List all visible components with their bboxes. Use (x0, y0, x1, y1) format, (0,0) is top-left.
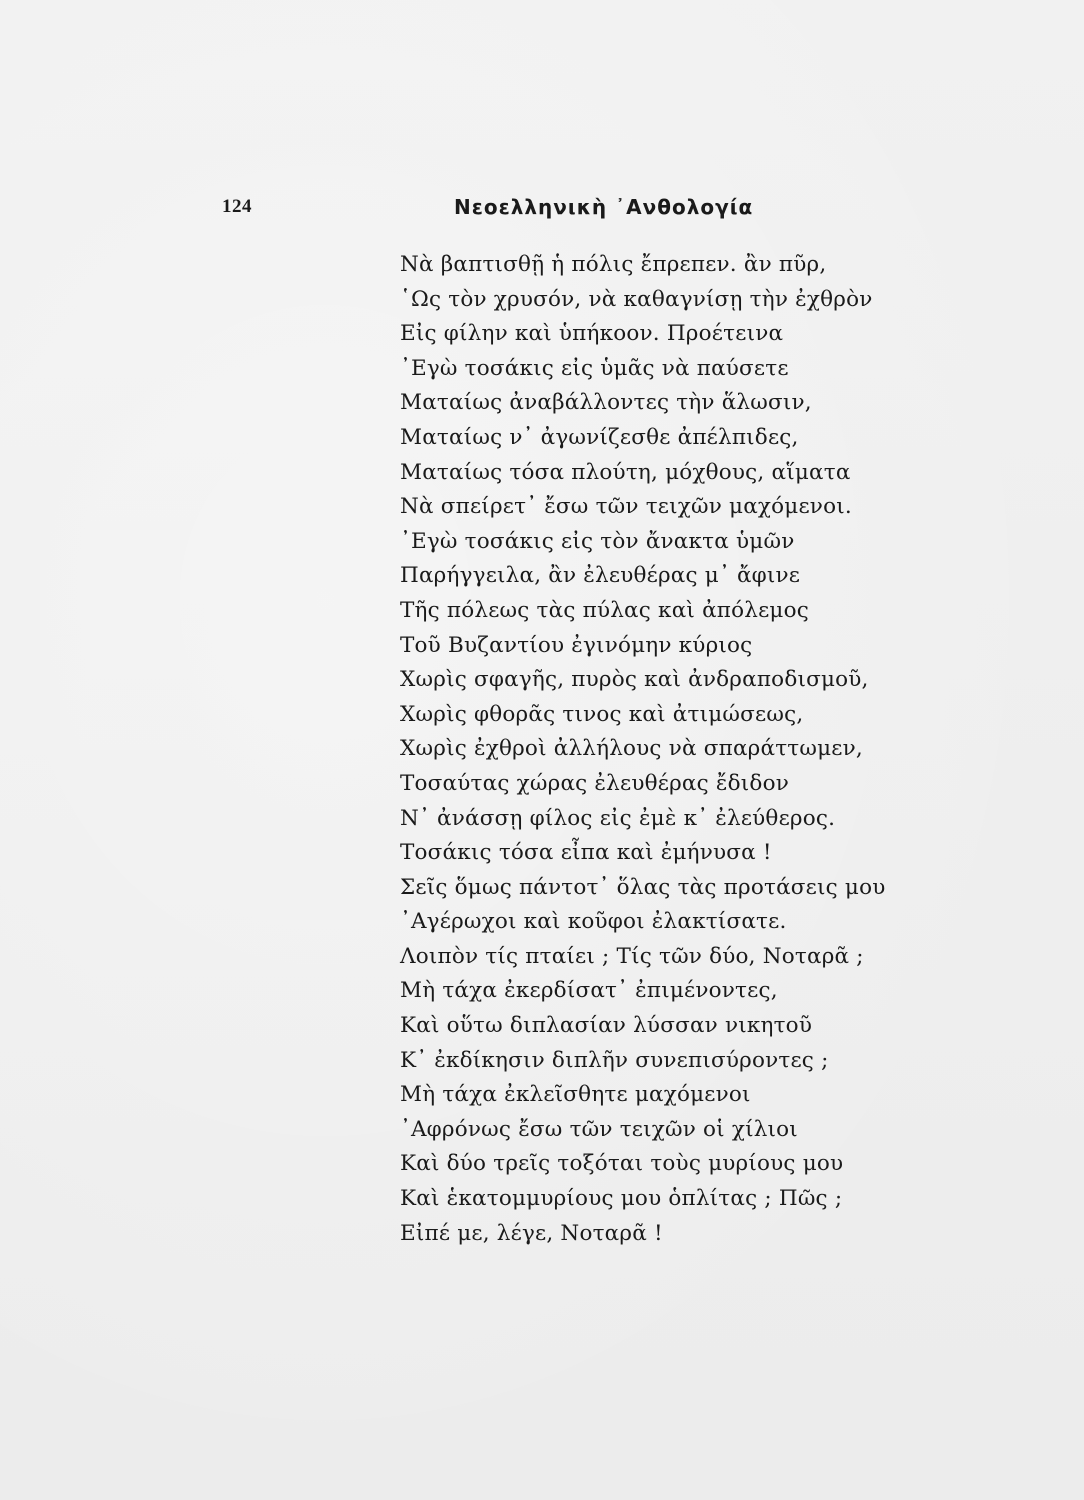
poem-line: Καὶ δύο τρεῖς τοξόται τοὺς μυρίους μου (400, 1151, 844, 1177)
poem-line: Μὴ τάχα ἐκερδίσατ᾿ ἐπιμένοντες, (400, 978, 778, 1004)
poem-line: ᾿Αγέρωχοι καὶ κοῦφοι ἐλακτίσατε. (400, 909, 787, 935)
poem-line: Νὰ σπείρετ᾿ ἔσω τῶν τειχῶν μαχόμενοι. (400, 494, 852, 520)
poem-line: Τοσάκις τόσα εἶπα καὶ ἐμήνυσα ! (400, 840, 772, 866)
poem-line: Καὶ ἑκατομμυρίους μου ὁπλίτας ; Πῶς ; (400, 1186, 843, 1212)
poem-line: ῾Ως τὸν χρυσόν, νὰ καθαγνίσῃ τὴν ἐχθρὸν (400, 286, 873, 312)
poem-text (400, 248, 1040, 1251)
poem-line: Μὴ τάχα ἐκλεῖσθητε μαχόμενοι (400, 1082, 751, 1108)
poem-line: Χωρὶς σφαγῆς, πυρὸς καὶ ἀνδραποδισμοῦ, (400, 667, 869, 693)
poem-line: Τῆς πόλεως τὰς πύλας καὶ ἀπόλεμος (400, 597, 809, 623)
poem-line: Νὰ βαπτισθῇ ἡ πόλις ἔπρεπεν. ἂν πῦρ, (400, 252, 827, 277)
page-number: 124 (222, 196, 252, 217)
poem-line: Ματαίως ν᾿ ἀγωνίζεσθε ἀπέλπιδες, (400, 424, 799, 450)
poem-line: Λοιπὸν τίς πταίει ; Τίς τῶν δύο, Νοταρᾶ ; (400, 943, 864, 969)
poem-line: Ν᾿ ἀνάσσῃ φίλος εἰς ἐμὲ κ᾿ ἐλεύθερος. (400, 805, 836, 831)
poem-line: Εἰπέ με, λέγε, Νοταρᾶ ! (400, 1220, 663, 1246)
poem-line: Χωρὶς φθορᾶς τινος καὶ ἀτιμώσεως, (400, 701, 804, 727)
running-head (222, 196, 832, 226)
poem-line: ᾿Εγὼ τοσάκις εἰς τὸν ἄνακτα ὑμῶν (400, 528, 795, 554)
poem-line: Ματαίως ἀναβάλλοντες τὴν ἅλωσιν, (400, 390, 812, 416)
poem-line: Παρήγγειλα, ἂν ἐλευθέρας μ᾿ ἄφινε (400, 563, 801, 589)
book-title: Νεοελληνικὴ ᾿Ανθολογία (454, 195, 754, 219)
poem-line: Εἰς φίλην καὶ ὑπήκοον. Προέτεινα (400, 321, 784, 347)
poem-line: Ματαίως τόσα πλούτη, μόχθους, αἵματα (400, 459, 851, 485)
poem-line: Καὶ οὕτω διπλασίαν λύσσαν νικητοῦ (400, 1013, 813, 1039)
poem-line: Σεῖς ὅμως πάντοτ᾿ ὅλας τὰς προτάσεις μου (400, 874, 886, 900)
poem-line: Τοῦ Βυζαντίου ἐγινόμην κύριος (400, 632, 753, 658)
poem-line: Τοσαύτας χώρας ἐλευθέρας ἔδιδον (400, 770, 789, 796)
poem-line: ᾿Εγὼ τοσάκις εἰς ὑμᾶς νὰ παύσετε (400, 355, 789, 381)
poem-line: Κ᾿ ἐκδίκησιν διπλῆν συνεπισύροντες ; (400, 1047, 829, 1073)
poem-line: Χωρὶς ἐχθροὶ ἀλλήλους νὰ σπαράττωμεν, (400, 736, 863, 762)
poem-line: ᾿Αφρόνως ἔσω τῶν τειχῶν οἱ χίλιοι (400, 1116, 798, 1142)
